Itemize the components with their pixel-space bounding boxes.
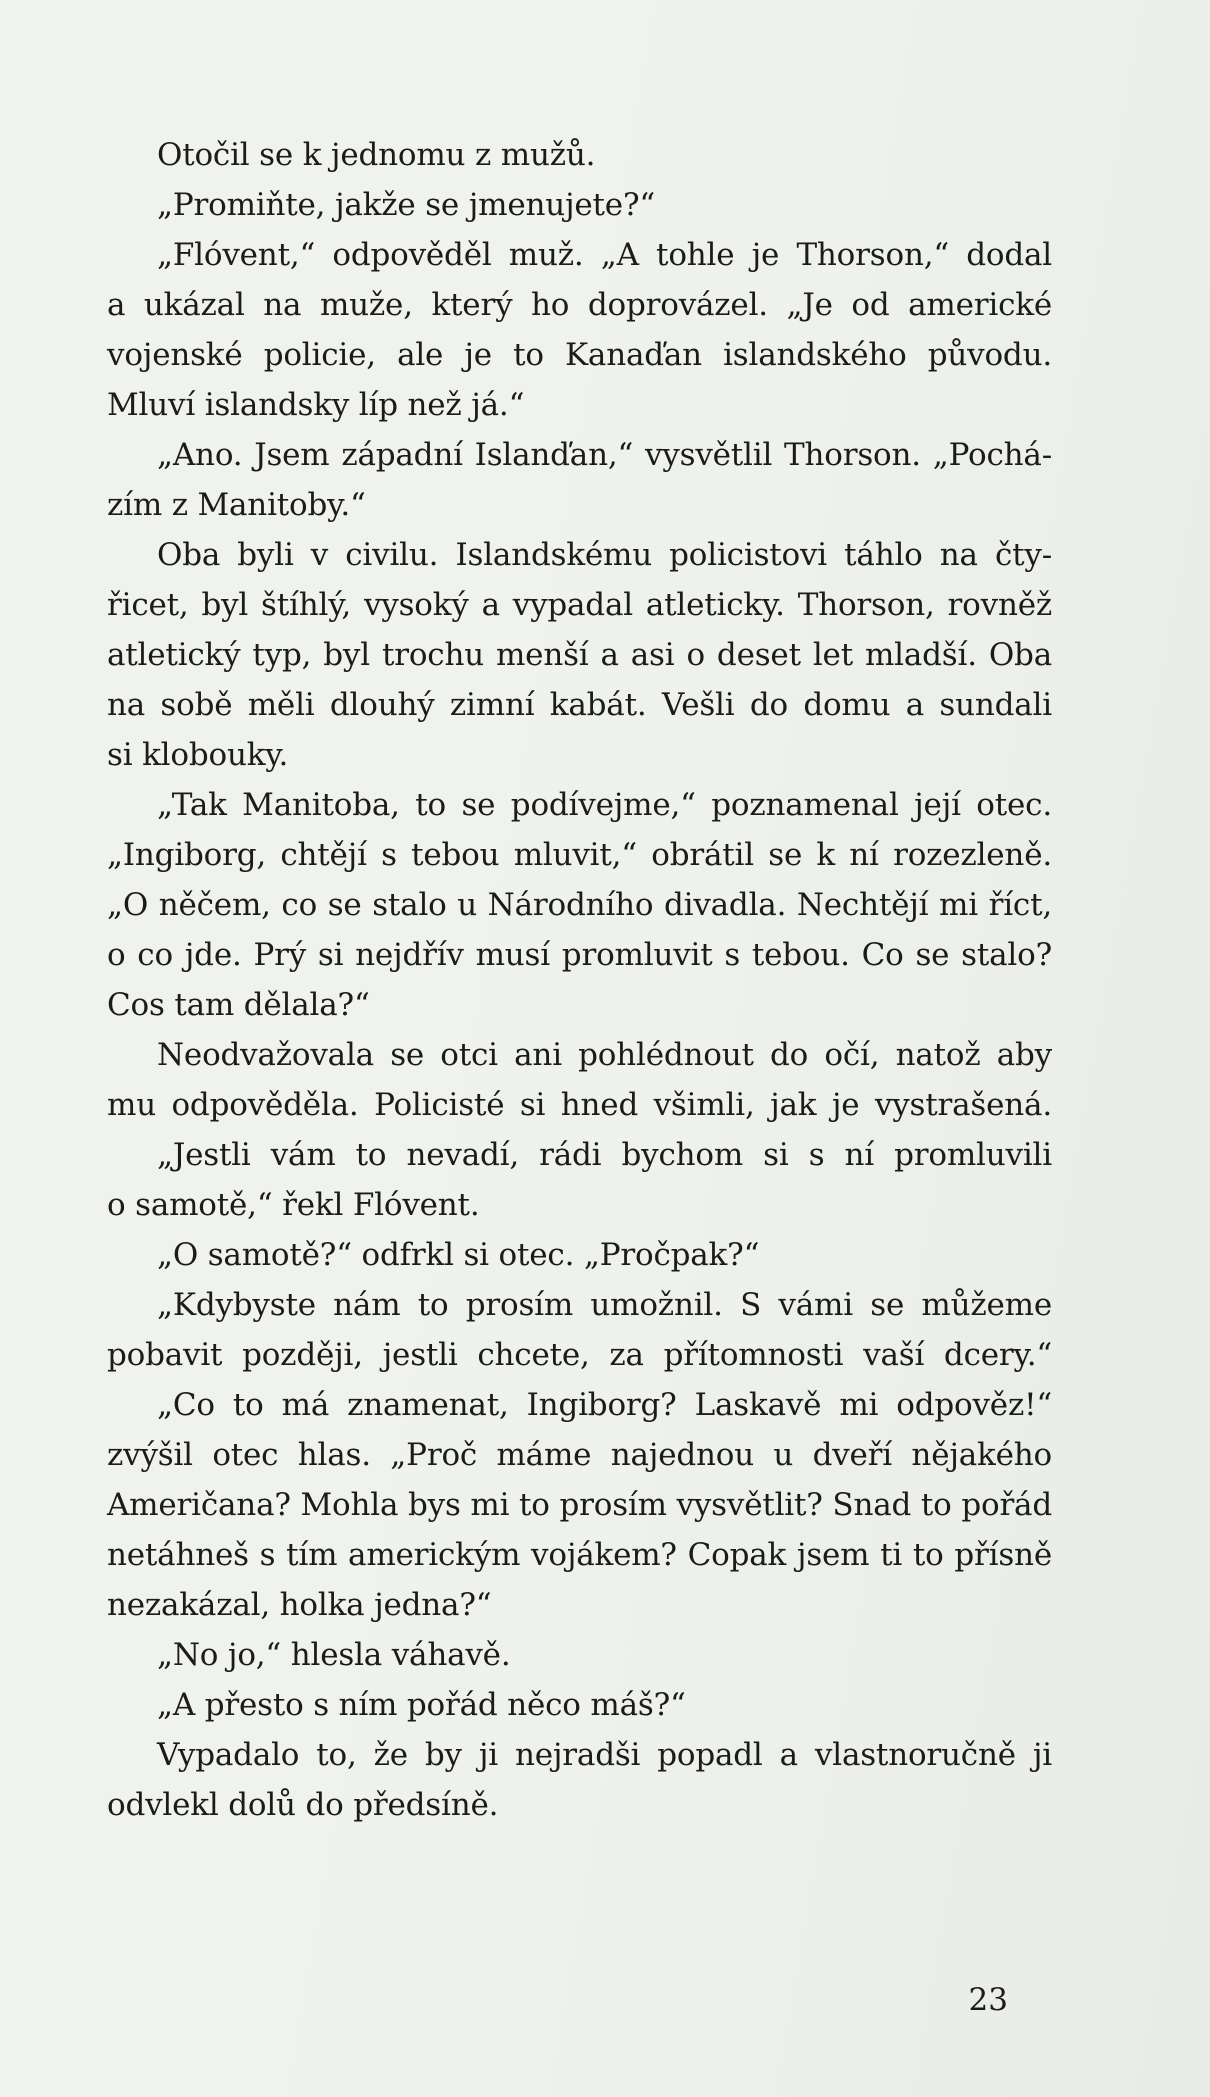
text-line: „Jestli vám to nevadí, rádi bychom si s ní promluvili bbox=[157, 1137, 1052, 1173]
text-line: „Kdybyste nám to prosím umožnil. S vámi se můžeme bbox=[157, 1287, 1052, 1323]
text-line: pobavit později, jestli chcete, za přítomnosti vaší dcery.“ bbox=[107, 1337, 1052, 1373]
text-line: „A přesto s ním pořád něco máš?“ bbox=[157, 1687, 686, 1723]
text-line: odvlekl dolů do předsíně. bbox=[107, 1787, 499, 1823]
text-line: zím z Manitoby.“ bbox=[107, 487, 366, 523]
text-line: Cos tam dělala?“ bbox=[107, 987, 370, 1023]
text-line: „O samotě?“ odfrkl si otec. „Pročpak?“ bbox=[157, 1237, 760, 1273]
text-line: Oba byli v civilu. Islandskému policistovi táhlo na čty- bbox=[157, 537, 1052, 573]
text-line: „Tak Manitoba, to se podívejme,“ poznamenal její otec. bbox=[157, 787, 1052, 823]
text-line: „O něčem, co se stalo u Národního divadla. Nechtějí mi říct, bbox=[107, 887, 1052, 923]
text-line: mu odpověděla. Policisté si hned všimli, jak je vystrašená. bbox=[107, 1087, 1052, 1123]
text-line: si klobouky. bbox=[107, 737, 289, 773]
text-line: Otočil se k jednomu z mužů. bbox=[157, 137, 596, 173]
text-line: nezakázal, holka jedna?“ bbox=[107, 1587, 492, 1623]
text-line: o samotě,“ řekl Flóvent. bbox=[107, 1187, 480, 1223]
body-text bbox=[107, 130, 1052, 1830]
text-line: Vypadalo to, že by ji nejradši popadl a vlastnoručně ji bbox=[157, 1737, 1052, 1773]
text-line: zvýšil otec hlas. „Proč máme najednou u dveří nějakého bbox=[107, 1437, 1052, 1473]
text-line: „Co to má znamenat, Ingiborg? Laskavě mi odpověz!“ bbox=[157, 1387, 1052, 1423]
text-line: netáhneš s tím americkým vojákem? Copak jsem ti to přísně bbox=[107, 1537, 1052, 1573]
text-line: Mluví islandsky líp než já.“ bbox=[107, 387, 525, 423]
text-line: „No jo,“ hlesla váhavě. bbox=[157, 1637, 511, 1673]
text-line: a ukázal na muže, který ho doprovázel. „Je od americké bbox=[107, 287, 1052, 323]
text-line: „Ano. Jsem západní Islanďan,“ vysvětlil Thorson. „Pochá- bbox=[157, 437, 1052, 473]
text-line: řicet, byl štíhlý, vysoký a vypadal atleticky. Thorson, rovněž bbox=[107, 587, 1052, 623]
text-line: o co jde. Prý si nejdřív musí promluvit s tebou. Co se stalo? bbox=[107, 937, 1052, 973]
text-line: „Promiňte, jakže se jmenujete?“ bbox=[157, 187, 656, 223]
text-line: „Flóvent,“ odpověděl muž. „A tohle je Thorson,“ dodal bbox=[157, 237, 1052, 273]
text-line: vojenské policie, ale je to Kanaďan islandského původu. bbox=[107, 337, 1052, 373]
text-line: „Ingiborg, chtějí s tebou mluvit,“ obrátil se k ní rozezleně. bbox=[107, 837, 1052, 873]
text-line: Američana? Mohla bys mi to prosím vysvětlit? Snad to pořád bbox=[107, 1487, 1052, 1523]
text-line: Neodvažovala se otci ani pohlédnout do očí, natož aby bbox=[157, 1037, 1052, 1073]
text-line: na sobě měli dlouhý zimní kabát. Vešli do domu a sundali bbox=[107, 687, 1052, 723]
text-line: atletický typ, byl trochu menší a asi o deset let mladší. Oba bbox=[107, 637, 1052, 673]
page-number: 23 bbox=[968, 1982, 1008, 2018]
